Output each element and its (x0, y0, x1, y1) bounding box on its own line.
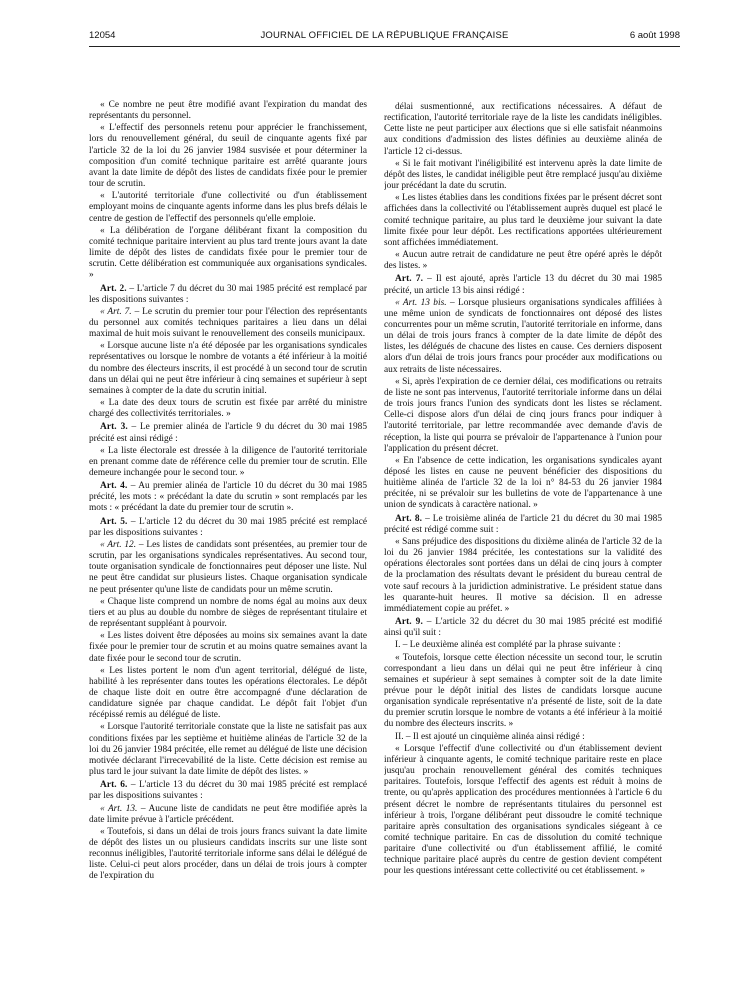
paragraph-text: « L'autorité territoriale d'une collectivité ou d'un établissement employant moins de cinquante agents informe dans les plus brefs délais le centre de gestion de l'effectif des personnels qu'elle emploie. (89, 191, 367, 224)
paragraph-text: « Chaque liste comprend un nombre de noms égal au moins aux deux tiers et au plus au double du nombre de sièges de représentant titulaire et de représentant suppléant à pourvoir. (89, 596, 367, 630)
text-paragraph (384, 537, 662, 615)
article-paragraph (384, 514, 662, 536)
paragraph-text: « Lorsque aucune liste n'a été déposée par les organisations syndicales représentatives ou lorsque le nombre de votants a été inférieur à la moitié du nombre des électeurs inscrits, il est procédé à un second tour de scrutin dans un délai qui ne peut être inférieur à cinq semaines et supérieur à sept semaines à compter de la date du scrutin initial. (89, 341, 367, 396)
paragraph-text: « Les listes établies dans les conditions fixées par le présent décret sont affichées dans la collectivité ou l'établissement auprès duquel est placé le comité technique paritaire, au plus tard le deuxième jour suivant la date limite fixée pour leur dépôt. Les rectifications apportées ultérieurement sont affichées immédiatement. (384, 193, 662, 248)
paragraph-text: « En l'absence de cette indication, les organisations syndicales ayant déposé les listes en cause ne peuvent bénéficier des dispositions du huitième alinéa de l'article 32 de la loi n° 84-53 du 26 janvier 1984 précitée, ni se prévaloir sur les bulletins de vote de l'appartenance à une union de syndicats à caractère national. » (384, 455, 662, 511)
paragraph-text: « Les listes doivent être déposées au moins six semaines avant la date fixée pour le premier tour de scrutin et au moins quatre semaines avant la date fixée pour le second tour de scrutin. (89, 631, 367, 664)
paragraph-text: – Lorsque plusieurs organisations syndicales affiliées à une même union de syndicats de fonctionnaires ont déposé des listes concurrentes pour un même scrutin, l'autorité territoriale en informe, dans un délai de trois jours francs à compter de la date limite de dépôt des listes, les délégués de chacune des listes en cause. Ces derniers disposent alors d'un délai de trois jours francs pour procéder aux modifications ou aux retraits de liste nécessaires. (384, 297, 662, 375)
text-paragraph (89, 827, 367, 883)
paragraph-text: « Aucun autre retrait de candidature ne peut être opéré après le dépôt des listes. » (384, 250, 662, 272)
article-paragraph (89, 481, 367, 514)
issue-date: 6 août 1998 (629, 30, 680, 41)
paragraph-text: – L'article 13 du décret du 30 mai 1985 précité est remplacé par les dispositions suivantes : (89, 780, 367, 802)
text-paragraph (89, 540, 367, 596)
article-paragraph (384, 274, 662, 296)
paragraph-text: – L'article 7 du décret du 30 mai 1985 précité est remplacé par les dispositions suivantes : (89, 283, 367, 305)
text-paragraph (89, 666, 367, 722)
text-paragraph (384, 653, 662, 731)
article-label: Art. 2. (100, 283, 127, 294)
text-paragraph (89, 307, 367, 340)
text-paragraph (384, 250, 662, 272)
article-paragraph (384, 617, 662, 639)
text-paragraph (89, 446, 367, 479)
paragraph-text: « Si le fait motivant l'inéligibilité est intervenu après la date limite de dépôt des listes, le candidat inéligible peut être remplacé jusqu'au dixième jour précédant la date du scrutin. (384, 158, 662, 192)
paragraph-text: « Lorsque l'autorité territoriale constate que la liste ne satisfait pas aux conditions fixées par les septième et huitième alinéas de l'article 32 de la loi du 26 janvier 1984 précitée, elle remet au délégué de liste une décision motivée déclarant l'irrecevabilité de la liste. Cette décision est remise au plus tard le jour suivant la date limite de dépôt des listes. » (89, 722, 367, 778)
paragraph-text: « La date des deux tours de scrutin est fixée par arrêté du ministre chargé des collectivités territoriales. » (89, 398, 367, 420)
paragraph-text: « Sans préjudice des dispositions du dixième alinéa de l'article 32 de la loi du 26 janvier 1984 précitée, les contestations sur la validité des opérations électorales sont portées dans un délai de cinq jours à compter de la proclamation des résultats devant le président du bureau central de vote sauf recours à la juridiction administrative. Le président statue dans les quarante-huit heures. Il motive sa décision. Il en adresse immédiatement copie au préfet. » (384, 536, 662, 614)
paragraph-text: « La liste électorale est dressée à la diligence de l'autorité territoriale en prenant comme date de référence celle du premier tour de scrutin. Elle demeure inchangée pour le second tour. » (89, 445, 367, 478)
paragraph-text: – L'article 12 du décret du 30 mai 1985 précité est remplacé par les dispositions suivantes : (89, 516, 367, 538)
paragraph-text: – Au premier alinéa de l'article 10 du décret du 30 mai 1985 précité, les mots : « précédant la date du scrutin » sont remplacés par les mots : « précédant la date du premier tour de scrutin ». (89, 481, 367, 514)
paragraph-text: délai susmentionné, aux rectifications nécessaires. A défaut de rectification, l'autorité territoriale raye de la liste les candidats inéligibles. Cette liste ne peut participer aux élections que si elle satisfait néanmoins aux conditions d'admission des listes définies au deuxième alinéa de l'article 12 ci-dessus. (384, 102, 662, 157)
paragraph-text: – Le premier alinéa de l'article 9 du décret du 30 mai 1985 précité est ainsi rédigé : (89, 422, 367, 444)
paragraph-text: I. – Le deuxième alinéa est complété par la phrase suivante : (395, 640, 621, 651)
paragraph-text: « L'effectif des personnels retenu pour apprécier le franchissement, lors du renouvellement général, du seuil de cinquante agents fixé par l'article 32 de la loi du 26 janvier 1984 susvisée et pour déterminer la composition d'un comité technique paritaire est arrêté quarante jours avant la date limite de dépôt des listes de candidats fixée pour le premier tour de scrutin. (89, 123, 367, 190)
text-paragraph (89, 341, 367, 397)
text-paragraph (384, 732, 662, 743)
text-paragraph (89, 597, 367, 630)
article-paragraph (89, 517, 367, 539)
text-paragraph (89, 191, 367, 224)
text-paragraph (89, 722, 367, 778)
journal-title: JOURNAL OFFICIEL DE LA RÉPUBLIQUE FRANÇAISE (260, 30, 509, 41)
article-label: Art. 6. (100, 780, 128, 791)
text-paragraph (384, 298, 662, 376)
article-label: Art. 5. (100, 516, 128, 527)
paragraph-text: « Si, après l'expiration de ce dernier délai, ces modifications ou retraits de liste ne sont pas intervenus, l'autorité territoriale informe dans un délai de trois jours francs l'union des syndicats dont les listes se réclament. Celle-ci dispose alors d'un délai de cinq jours francs pour indiquer à l'autorité territoriale, par lettre recommandée avec demande d'avis de réception, la liste qui pourra se prévaloir de l'appartenance à l'union pour l'application du présent décret. (384, 376, 662, 454)
article-label: Art. 8. (395, 513, 423, 524)
paragraph-text: – Le troisième alinéa de l'article 21 du décret du 30 mai 1985 précité est rédigé comme suit : (384, 513, 662, 535)
text-paragraph (384, 193, 662, 249)
text-paragraph (384, 456, 662, 512)
text-paragraph (384, 640, 662, 651)
text-paragraph (384, 159, 662, 192)
paragraph-text: – Le scrutin du premier tour pour l'élection des représentants du personnel aux comités techniques paritaires a lieu dans un délai maximal de huit mois suivant le renouvellement des conseils municipaux. (89, 306, 367, 340)
article-reference: « Art. 12. (100, 539, 137, 550)
article-paragraph (89, 780, 367, 802)
right-column (384, 102, 662, 982)
article-label: Art. 7. (395, 274, 424, 285)
paragraph-text: II. – Il est ajouté un cinquième alinéa ainsi rédigé : (395, 731, 585, 742)
article-reference: « Art. 13 bis. (395, 297, 447, 308)
paragraph-text: – Aucune liste de candidats ne peut être modifiée après la date limite prévue à l'article précédent. (89, 803, 367, 825)
paragraph-text: « Lorsque l'effectif d'une collectivité ou d'un établissement devient inférieur à cinquante agents, le comité technique paritaire reste en place jusqu'au prochain renouvellement général des comités techniques paritaires. Toutefois, lorsque l'effectif des agents est réduit à moins de trente, ou qu'après application des procédures mentionnées à l'article 6 du présent décret le nombre de représentants titulaires du personnel est inférieur à trois, l'organe délibérant peut dissoudre le comité technique paritaire après consultation des organisations syndicales siégeant à ce comité technique paritaire. En cas de dissolution du comité technique paritaire d'une collectivité ou d'un établissement affilié, le comité technique paritaire placé auprès du centre de gestion devient compétent pour les questions intéressant cette collectivité ou cet établissement. » (384, 743, 662, 877)
article-label: Art. 9. (395, 617, 423, 628)
header-rule (89, 46, 680, 47)
paragraph-text: – Il est ajouté, après l'article 13 du décret du 30 mai 1985 précité, un article 13 bis ainsi rédigé : (384, 274, 662, 296)
text-paragraph (89, 398, 367, 420)
left-column (89, 100, 367, 980)
article-label: Art. 3. (100, 422, 128, 433)
text-paragraph (89, 100, 367, 122)
paragraph-text: « Les listes portent le nom d'un agent territorial, délégué de liste, habilité à les représenter dans toutes les opérations électorales. Le dépôt de chaque liste doit en outre être accompagné d'une déclaration de candidature signée par chaque candidat. Le dépôt fait l'objet d'un récépissé remis au délégué de liste. (89, 665, 367, 721)
article-label: Art. 4. (100, 481, 128, 492)
paragraph-text: « Toutefois, lorsque cette élection nécessite un second tour, le scrutin correspondant a lieu dans un délai qui ne peut être inférieur à cinq semaines et supérieur à sept semaines à compter soit de la date limite prévue pour le dépôt initial des listes de candidats lorsque aucune organisation syndicale représentative n'a présenté de liste, soit de la date du premier scrutin lorsque le nombre de votants a été inférieur à la moitié du nombre des électeurs inscrits. » (384, 652, 662, 730)
text-paragraph (89, 631, 367, 664)
article-paragraph (89, 422, 367, 444)
paragraph-text: « Toutefois, si dans un délai de trois jours francs suivant la date limite de dépôt des listes un ou plusieurs candidats inscrits sur une liste sont reconnus inéligibles, l'autorité territoriale informe sans délai le délégué de liste. Celui-ci peut alors procéder, dans un délai de trois jours à compter de l'expiration du (89, 826, 367, 882)
paragraph-text: – L'article 32 du décret du 30 mai 1985 précité est modifié ainsi qu'il suit : (384, 617, 662, 639)
page-number: 12054 (89, 30, 116, 41)
article-reference: « Art. 7. (100, 306, 132, 317)
text-paragraph (384, 102, 662, 158)
page-header (89, 28, 680, 44)
article-reference: « Art. 13. (100, 803, 138, 814)
paragraph-text: « Ce nombre ne peut être modifié avant l'expiration du mandat des représentants du personnel. (89, 100, 367, 122)
article-paragraph (89, 284, 367, 306)
text-paragraph (384, 377, 662, 455)
paragraph-text: « La délibération de l'organe délibérant fixant la composition du comité technique paritaire intervient au plus tard trente jours avant la date limite de dépôt des listes de candidats fixée pour le premier tour de scrutin. Cette délibération est communiquée aux organisations syndicales. » (89, 225, 367, 281)
text-paragraph (89, 804, 367, 826)
text-paragraph (89, 123, 367, 190)
text-paragraph (384, 744, 662, 878)
paragraph-text: – Les listes de candidats sont présentées, au premier tour de scrutin, par les organisations syndicales représentatives. Au second tour, toute organisation syndicale de fonctionnaires peut déposer une liste. Nul ne peut être candidat sur plusieurs listes. Chaque organisation syndicale ne peut présenter qu'une liste de candidats pour un même scrutin. (89, 539, 367, 595)
text-paragraph (89, 226, 367, 282)
